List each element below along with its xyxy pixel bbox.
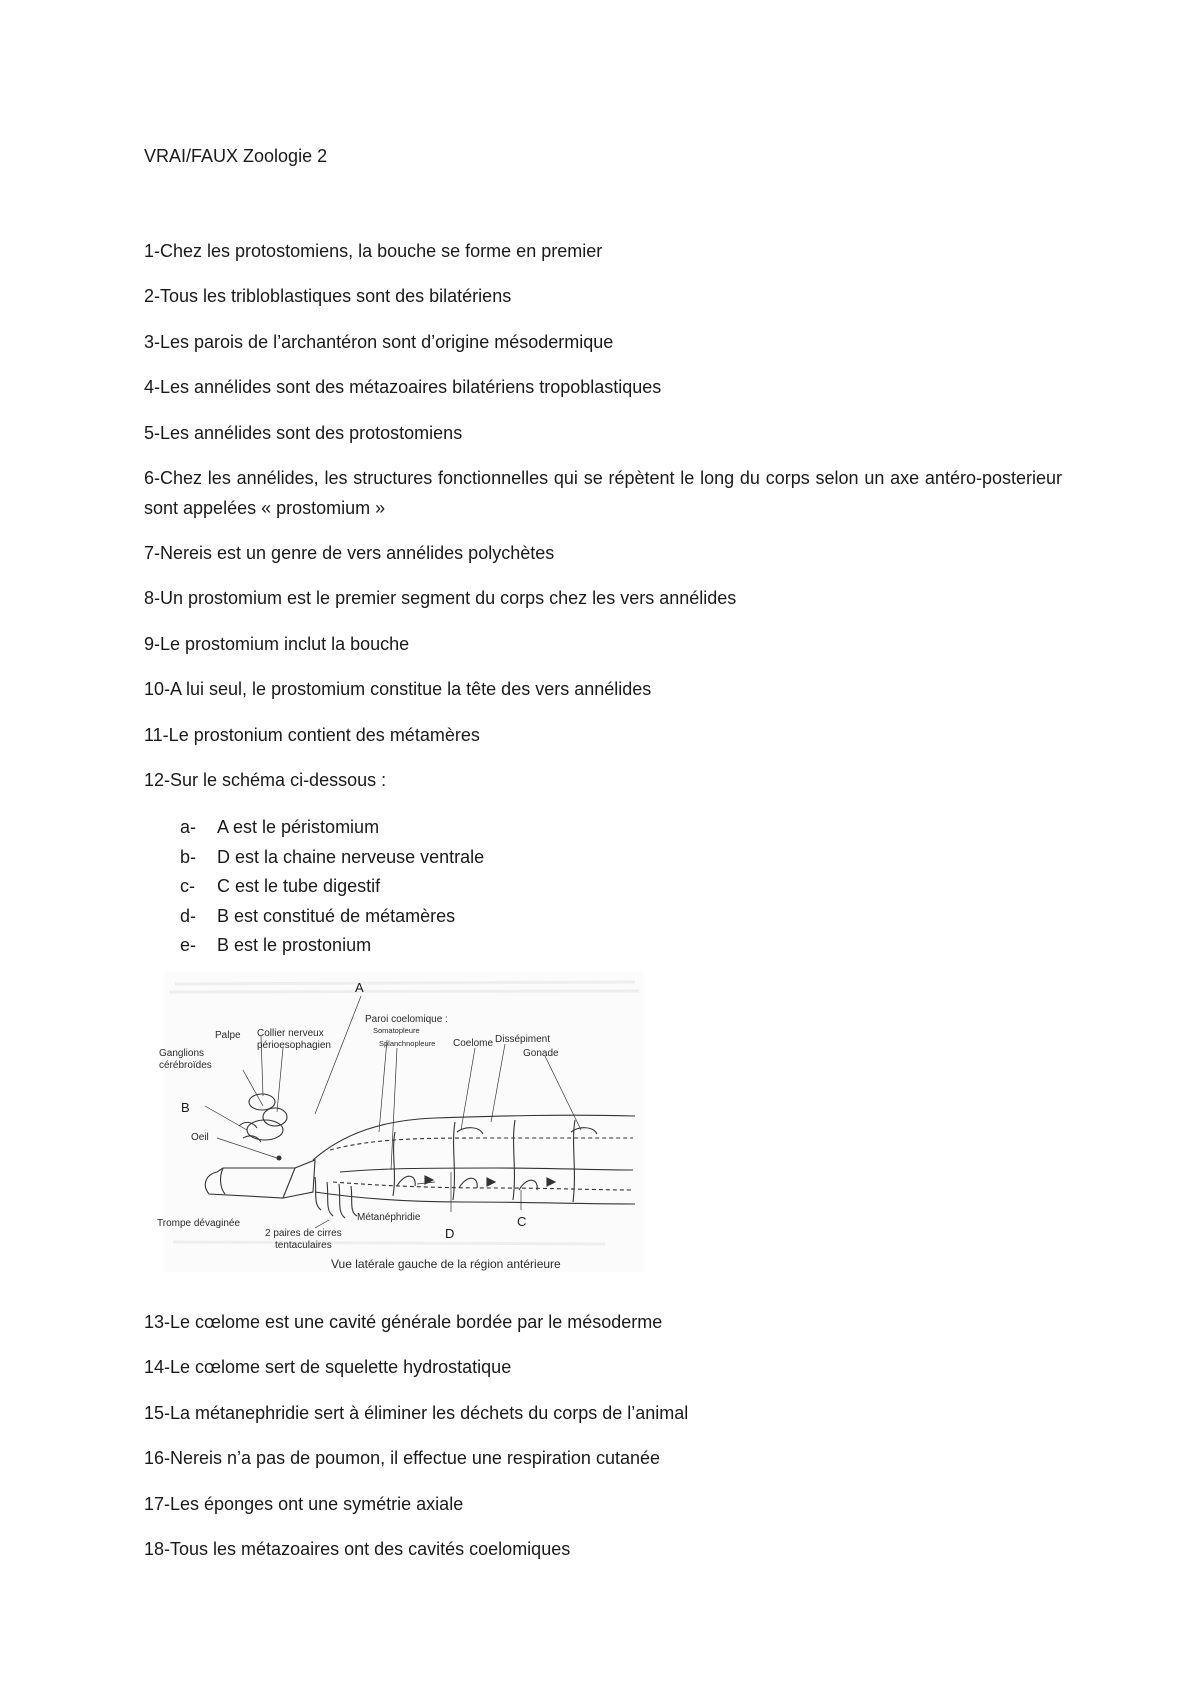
letter-c: C: [517, 1214, 527, 1229]
label-trompe: Trompe dévaginée: [157, 1218, 241, 1229]
option-b: b- D est la chaine nerveuse ventrale: [180, 846, 485, 867]
question-12: 12-Sur le schéma ci-dessous :: [144, 770, 387, 790]
figure-caption: Vue latérale gauche de la région antérieure: [331, 1257, 561, 1271]
label-coelome: Coelome: [453, 1038, 494, 1049]
label-collier-2: périoesophagien: [257, 1040, 331, 1051]
label-splanchnopleure: Splanchnopleure: [379, 1039, 436, 1048]
question-14: 14-Le cœlome sert de squelette hydrostatique: [144, 1357, 512, 1377]
label-gonade: Gonade: [523, 1048, 559, 1059]
label-oeil: Oeil: [191, 1132, 209, 1143]
answer-options: [180, 813, 484, 961]
question-1: 1-Chez les protostomiens, la bouche se forme en premier: [144, 241, 603, 261]
label-ganglions-1: Ganglions: [159, 1048, 205, 1059]
question-10: 10-A lui seul, le prostomium constitue la tête des vers annélides: [144, 679, 652, 699]
label-collier-1: Collier nerveux: [257, 1028, 324, 1039]
question-13: 13-Le cœlome est une cavité générale bordée par le mésoderme: [144, 1312, 663, 1332]
question-16: 16-Nereis n’a pas de poumon, il effectue une respiration cutanée: [144, 1448, 660, 1468]
label-palpe: Palpe: [215, 1030, 241, 1041]
question-11: 11-Le prostonium contient des métamères: [144, 725, 480, 745]
option-a: a- A est le péristomium: [180, 817, 380, 837]
label-cirres-2: tentaculaires: [275, 1240, 332, 1251]
question-2: 2-Tous les tribloblastiques sont des bilatériens: [144, 286, 512, 306]
letter-d: D: [445, 1226, 455, 1241]
question-3: 3-Les parois de l’archantéron sont d’origine mésodermique: [144, 332, 614, 352]
label-paroi: Paroi coelomique :: [365, 1014, 448, 1025]
letter-a: A: [355, 980, 364, 995]
question-6: 6-Chez les annélides, les structures fonctionnelles qui se répètent le long du corps selon un axe antéro-posterieur sont appelées « prostomium »: [144, 468, 1062, 518]
question-9: 9-Le prostomium inclut la bouche: [144, 634, 410, 654]
label-dissepiment: Dissépiment: [495, 1034, 551, 1045]
document-title: VRAI/FAUX Zoologie 2: [144, 146, 328, 166]
letter-b: B: [181, 1100, 190, 1115]
label-ganglions-2: cérébroïdes: [159, 1060, 212, 1071]
label-metanephridie: Métanéphridie: [357, 1212, 421, 1223]
option-d: d- B est constitué de métamères: [180, 905, 456, 926]
question-5: 5-Les annélides sont des protostomiens: [144, 423, 463, 443]
question-17: 17-Les éponges ont une symétrie axiale: [144, 1494, 464, 1514]
question-8: 8-Un prostomium est le premier segment du corps chez les vers annélides: [144, 588, 737, 608]
option-e: e- B est le prostonium: [180, 935, 372, 955]
question-4: 4-Les annélides sont des métazoaires bilatériens tropoblastiques: [144, 377, 662, 397]
option-c: c- C est le tube digestif: [180, 876, 381, 896]
label-cirres-1: 2 paires de cirres: [265, 1228, 342, 1239]
label-somatopleure: Somatopleure: [373, 1026, 420, 1035]
question-15: 15-La métanephridie sert à éliminer les déchets du corps de l’animal: [144, 1403, 689, 1423]
nereis-diagram: [157, 972, 643, 1272]
question-18: 18-Tous les métazoaires ont des cavités coelomiques: [144, 1539, 571, 1559]
question-7: 7-Nereis est un genre de vers annélides polychètes: [144, 543, 555, 563]
